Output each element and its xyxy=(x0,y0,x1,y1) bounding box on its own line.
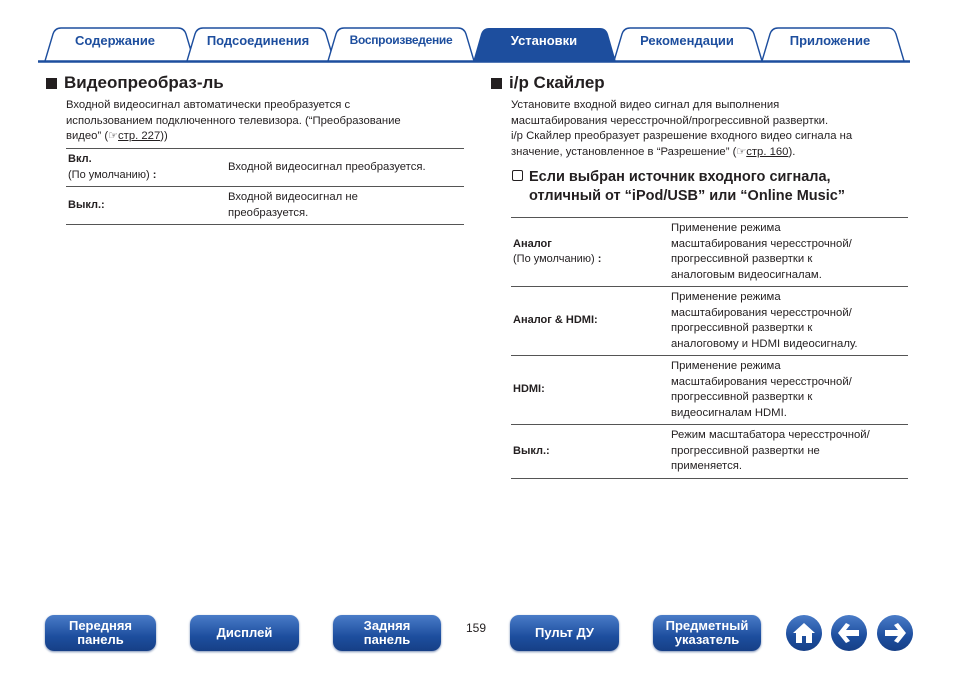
display-button[interactable] xyxy=(190,615,299,651)
tab-shapes xyxy=(0,0,954,64)
option-key-label: Вкл. xyxy=(68,153,92,165)
button-label: указатель xyxy=(674,632,740,647)
arrow-right-icon[interactable] xyxy=(877,615,913,651)
value-line: Применение режима xyxy=(671,222,781,234)
tab-playback[interactable]: Воспроизведение xyxy=(349,33,453,47)
value-line: масштабирования чересстрочной/ xyxy=(671,237,852,250)
value-line: применяется. xyxy=(671,460,742,472)
intro-line: Входной видеосигнал автоматически преобразуется с xyxy=(66,99,351,111)
button-label: Передняя xyxy=(68,618,133,633)
section-title-text: Видеопреобраз-ль xyxy=(64,73,224,92)
value-line: Входной видеосигнал не xyxy=(228,191,358,203)
value-line: аналоговым видеосигналам. xyxy=(671,268,822,281)
tab-bar xyxy=(0,0,954,64)
intro-line xyxy=(66,129,466,145)
intro-line: масштабирования чересстрочной/прогрессивной развертки. xyxy=(511,114,829,127)
index-button[interactable] xyxy=(653,615,761,651)
subheading xyxy=(512,168,845,206)
front-panel-button[interactable] xyxy=(45,615,156,651)
button-label: панель xyxy=(363,632,411,647)
value-line: прогрессивной развертки не xyxy=(671,444,820,457)
section-title-video-convert xyxy=(46,73,224,93)
option-key xyxy=(66,149,226,187)
subhead-line: Если выбран источник входного сигнала, xyxy=(529,169,831,185)
video-convert-table xyxy=(66,148,464,225)
option-value xyxy=(669,287,908,356)
option-key: Выкл.: xyxy=(511,425,669,479)
table-row xyxy=(66,187,464,225)
button-label: Дисплей xyxy=(216,625,273,640)
tab-settings[interactable]: Установки xyxy=(510,33,578,48)
button-label: Задняя xyxy=(363,618,411,633)
remote-control-button[interactable] xyxy=(510,615,619,651)
bullet-square-icon xyxy=(46,78,57,89)
intro-line: i/p Скайлер преобразует разрешение входного видео сигнала на xyxy=(511,130,853,142)
page-link-227[interactable]: стр. 227 xyxy=(118,130,161,142)
option-value xyxy=(669,218,908,287)
value-line: видеосигналам HDMI. xyxy=(671,406,787,419)
button-label: Предметный xyxy=(665,618,749,633)
page-number: 159 xyxy=(466,621,487,635)
value-line: Применение режима xyxy=(671,291,781,303)
intro-text: видео” ( xyxy=(66,130,109,142)
option-value xyxy=(669,356,908,425)
value-line: масштабирования чересстрочной/ xyxy=(671,306,852,319)
home-icon[interactable] xyxy=(786,615,822,651)
option-value xyxy=(226,187,464,225)
value-line: преобразуется. xyxy=(228,206,309,219)
checkbox-bullet-icon xyxy=(512,170,523,181)
section-title-text: i/p Скайлер xyxy=(509,73,605,92)
value-line: прогрессивной развертки к xyxy=(671,253,813,265)
hand-pointer-icon: ☞ xyxy=(108,130,119,142)
tab-connections[interactable]: Подсоединения xyxy=(206,33,310,48)
right-intro xyxy=(511,98,911,160)
intro-text: значение, установленное в “Разрешение” ( xyxy=(511,145,737,158)
value-line: прогрессивной развертки к xyxy=(671,391,813,403)
option-key: HDMI: xyxy=(511,356,669,425)
table-row xyxy=(511,425,908,479)
left-intro xyxy=(66,98,466,145)
table-row xyxy=(511,287,908,356)
option-value: Входной видеосигнал преобразуется. xyxy=(226,149,464,187)
tab-contents[interactable]: Содержание xyxy=(74,33,156,48)
section-title-ip-scaler xyxy=(491,73,605,93)
intro-line: использованием подключенного телевизора. (“Преобразование xyxy=(66,114,401,127)
rear-panel-button[interactable] xyxy=(333,615,441,651)
option-key: Аналог & HDMI: xyxy=(511,287,669,356)
intro-line: Установите входной видео сигнал для выполнения xyxy=(511,99,780,111)
value-line: масштабирования чересстрочной/ xyxy=(671,375,852,388)
button-label: панель xyxy=(77,632,124,647)
page-link-160[interactable]: стр. 160 xyxy=(746,145,789,158)
separator: : xyxy=(597,253,602,265)
button-label: Пульт ДУ xyxy=(535,625,594,640)
table-row xyxy=(511,218,908,287)
tab-tips[interactable]: Рекомендации xyxy=(640,33,734,48)
subhead-line: отличный от “iPod/USB” или “Online Music” xyxy=(529,188,846,204)
bullet-square-icon xyxy=(491,78,502,89)
intro-text: ). xyxy=(788,145,796,158)
option-value xyxy=(669,425,908,479)
option-key: Выкл.: xyxy=(66,187,226,225)
option-key xyxy=(511,218,669,287)
ip-scaler-table xyxy=(511,217,908,479)
intro-text: )) xyxy=(160,130,168,142)
arrow-left-icon[interactable] xyxy=(831,615,867,651)
default-label: (По умолчанию) xyxy=(68,168,150,181)
tab-appendix[interactable]: Приложение xyxy=(789,33,871,48)
hand-pointer-icon: ☞ xyxy=(736,145,747,158)
separator: : xyxy=(152,168,157,181)
value-line: Режим масштабатора чересстрочной/ xyxy=(671,429,870,441)
option-key-label: Аналог xyxy=(513,237,552,250)
default-label: (По умолчанию) xyxy=(513,253,595,265)
table-row xyxy=(511,356,908,425)
value-line: аналоговому и HDMI видеосигналу. xyxy=(671,337,858,350)
table-row xyxy=(66,149,464,187)
value-line: прогрессивной развертки к xyxy=(671,322,813,334)
value-line: Применение режима xyxy=(671,360,781,372)
intro-line xyxy=(511,145,911,161)
